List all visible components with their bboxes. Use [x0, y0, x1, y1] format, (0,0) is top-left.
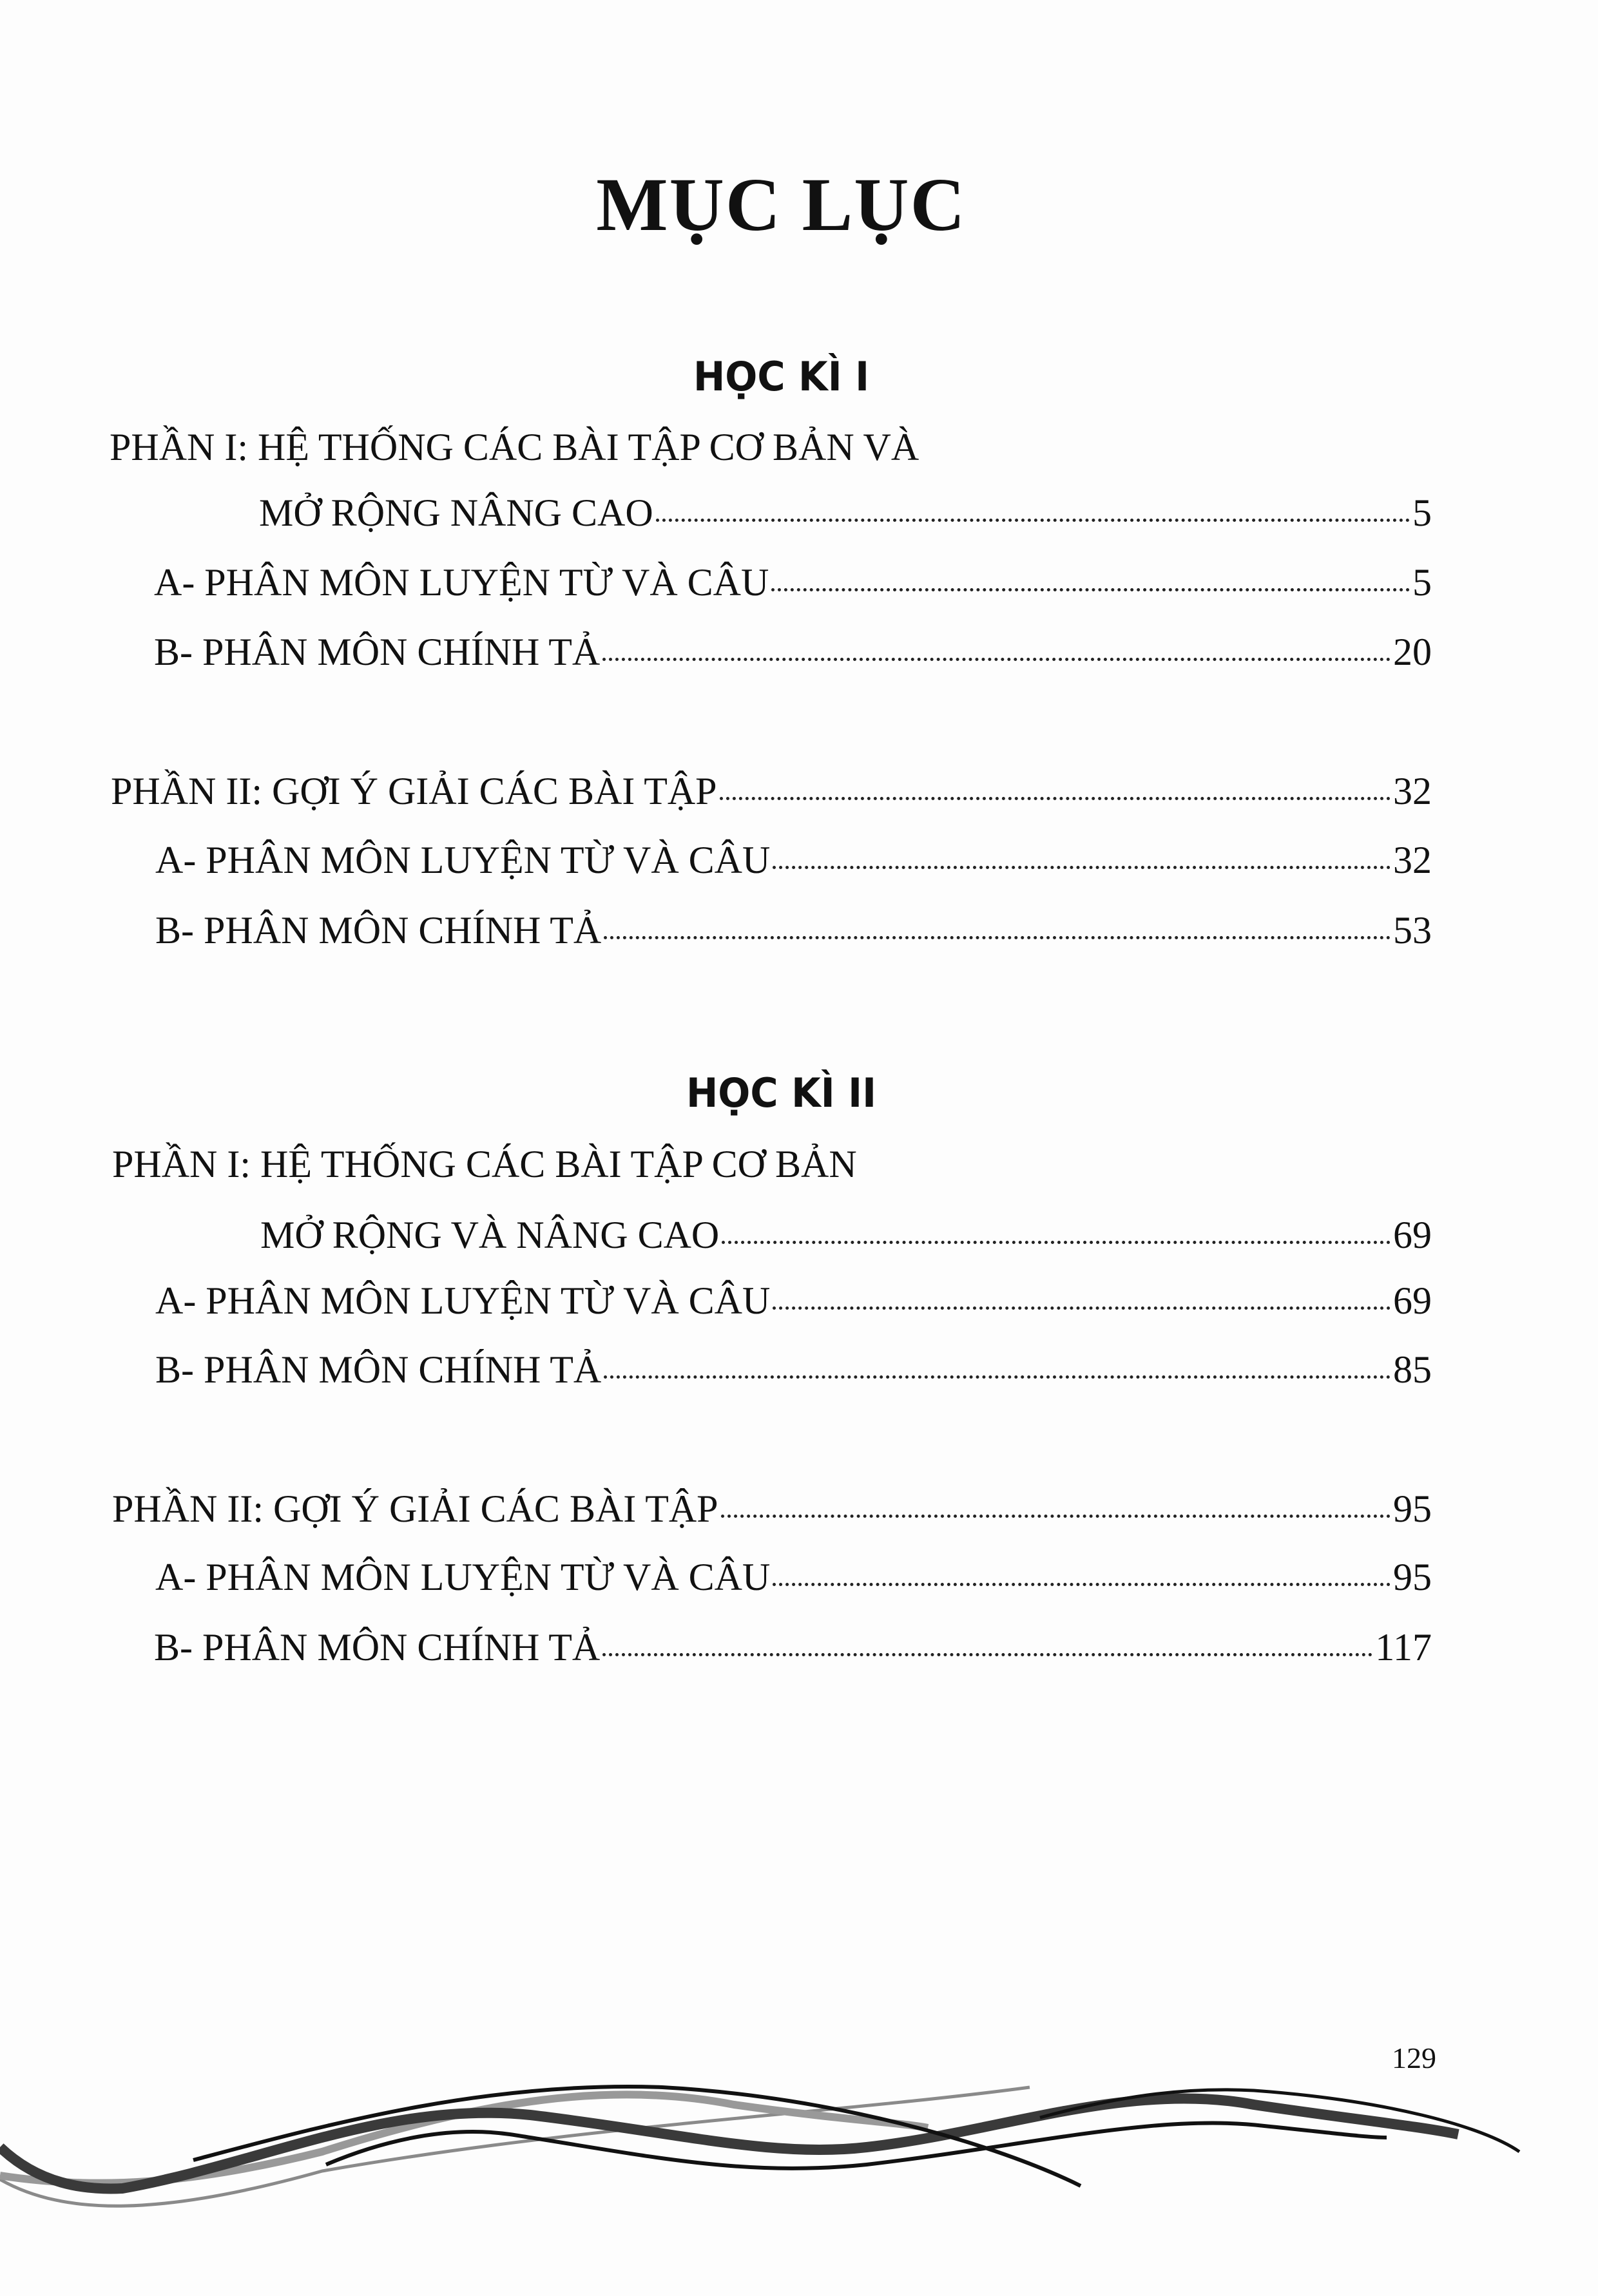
toc-entry-page: 5 — [1412, 561, 1432, 604]
toc-entry-page: 5 — [1412, 492, 1432, 534]
toc-entry[interactable] — [259, 491, 1432, 542]
toc-entry-label: B- PHÂN MÔN CHÍNH TẢ — [155, 1348, 602, 1391]
dot-leader — [721, 1515, 1391, 1518]
toc-entry-label: PHẦN I: HỆ THỐNG CÁC BÀI TẬP CƠ BẢN — [112, 1143, 857, 1185]
toc-entry-label: A- PHÂN MÔN LUYỆN TỪ VÀ CÂU — [155, 1279, 771, 1322]
toc-entry-page: 69 — [1393, 1214, 1432, 1256]
dot-leader — [604, 1375, 1391, 1379]
semester-2-heading: HỌC KÌ II — [686, 1069, 876, 1116]
dot-leader — [771, 588, 1410, 591]
toc-entry-label: B- PHÂN MÔN CHÍNH TẢ — [154, 631, 601, 673]
toc-entry-page: 20 — [1393, 631, 1432, 673]
toc-entry-label: MỞ RỘNG NÂNG CAO — [259, 492, 653, 534]
toc-entry[interactable] — [154, 560, 1432, 612]
toc-entry-page: 69 — [1393, 1279, 1432, 1322]
toc-entry-label: B- PHÂN MÔN CHÍNH TẢ — [154, 1626, 601, 1669]
toc-entry[interactable] — [155, 1555, 1432, 1607]
decorative-wave-ornament — [0, 2029, 1598, 2242]
toc-entry-label: A- PHÂN MÔN LUYỆN TỪ VÀ CÂU — [154, 561, 769, 604]
toc-entry[interactable] — [155, 1279, 1432, 1330]
dot-leader — [602, 1653, 1372, 1656]
toc-entry — [112, 1142, 857, 1194]
toc-entry[interactable] — [260, 1213, 1432, 1265]
toc-entry[interactable] — [155, 1348, 1432, 1399]
toc-entry-page: 85 — [1393, 1348, 1432, 1391]
toc-entry-label: PHẦN II: GỢI Ý GIẢI CÁC BÀI TẬP — [112, 1488, 718, 1530]
toc-entry-label: B- PHÂN MÔN CHÍNH TẢ — [155, 909, 602, 952]
toc-entry-page: 53 — [1393, 909, 1432, 952]
semester-1-heading: HỌC KÌ I — [693, 353, 870, 400]
dot-leader — [720, 797, 1391, 800]
toc-entry-page: 95 — [1393, 1556, 1432, 1598]
toc-entry[interactable] — [155, 838, 1432, 890]
dot-leader — [722, 1241, 1391, 1244]
page-title: MỤC LỤC — [596, 162, 967, 247]
dot-leader — [602, 658, 1391, 661]
toc-entry[interactable] — [154, 630, 1432, 682]
toc-entry — [110, 425, 919, 477]
toc-entry-label: A- PHÂN MÔN LUYỆN TỪ VÀ CÂU — [155, 1556, 771, 1598]
page-number: 129 — [1392, 2042, 1436, 2074]
toc-entry-page: 32 — [1393, 839, 1432, 881]
toc-entry-page: 117 — [1375, 1626, 1432, 1669]
dot-leader — [773, 866, 1391, 869]
toc-entry[interactable] — [112, 1487, 1432, 1538]
toc-entry[interactable] — [154, 1625, 1432, 1677]
toc-entry-page: 32 — [1393, 770, 1432, 812]
dot-leader — [773, 1306, 1391, 1310]
dot-leader — [656, 519, 1410, 522]
toc-entry-label: PHẦN II: GỢI Ý GIẢI CÁC BÀI TẬP — [111, 770, 717, 812]
toc-entry[interactable] — [111, 769, 1432, 821]
toc-entry-label: PHẦN I: HỆ THỐNG CÁC BÀI TẬP CƠ BẢN VÀ — [110, 426, 919, 468]
dot-leader — [604, 936, 1391, 939]
toc-entry-label: MỞ RỘNG VÀ NÂNG CAO — [260, 1214, 720, 1256]
toc-entry-page: 95 — [1393, 1488, 1432, 1530]
toc-entry-label: A- PHÂN MÔN LUYỆN TỪ VÀ CÂU — [155, 839, 771, 881]
toc-entry[interactable] — [155, 908, 1432, 960]
dot-leader — [773, 1583, 1391, 1586]
